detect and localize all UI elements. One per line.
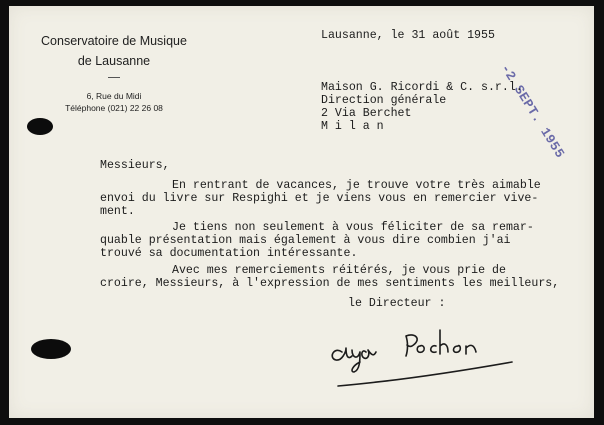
recipient-line3: 2 Via Berchet	[321, 107, 412, 120]
body-p2-line1: Je tiens non seulement à vous féliciter de sa remar-	[172, 221, 534, 234]
letterhead-name-line1: Conservatoire de Musique	[41, 34, 187, 48]
signature	[324, 316, 524, 396]
letterhead-divider	[108, 77, 120, 78]
recipient-line4: M i l a n	[321, 120, 384, 133]
salutation: Messieurs,	[100, 159, 170, 172]
punch-hole-bottom	[31, 339, 71, 359]
recipient-line2: Direction générale	[321, 94, 447, 107]
recipient-line1: Maison G. Ricordi & C. s.r.l.	[321, 81, 523, 94]
letter-page	[9, 6, 594, 418]
letterhead-address: 6, Rue du Midi	[86, 91, 142, 101]
body-p1-line2: envoi du livre sur Respighi et je viens vous en remercier vive-	[100, 192, 539, 205]
body-p3-line1: Avec mes remerciements réitérés, je vous prie de	[172, 264, 506, 277]
body-p1-line1: En rentrant de vacances, je trouve votre très aimable	[172, 179, 541, 192]
body-p2-line3: trouvé sa documentation intéressante.	[100, 247, 358, 260]
letterhead-name-line2: de Lausanne	[77, 54, 151, 68]
body-p1-line3: ment.	[100, 205, 135, 218]
letterhead-telephone: Téléphone (021) 22 26 08	[65, 103, 163, 113]
closing-title: le Directeur :	[348, 297, 446, 310]
body-p3-line2: croire, Messieurs, à l'expression de mes sentiments les meilleurs,	[100, 277, 560, 290]
received-stamp: -2 SEPT. 1955	[497, 61, 568, 161]
punch-hole-top	[27, 118, 53, 135]
body-p2-line2: quable présentation mais également à vous dire combien j'ai	[100, 234, 511, 247]
place-date: Lausanne, le 31 août 1955	[321, 29, 495, 42]
